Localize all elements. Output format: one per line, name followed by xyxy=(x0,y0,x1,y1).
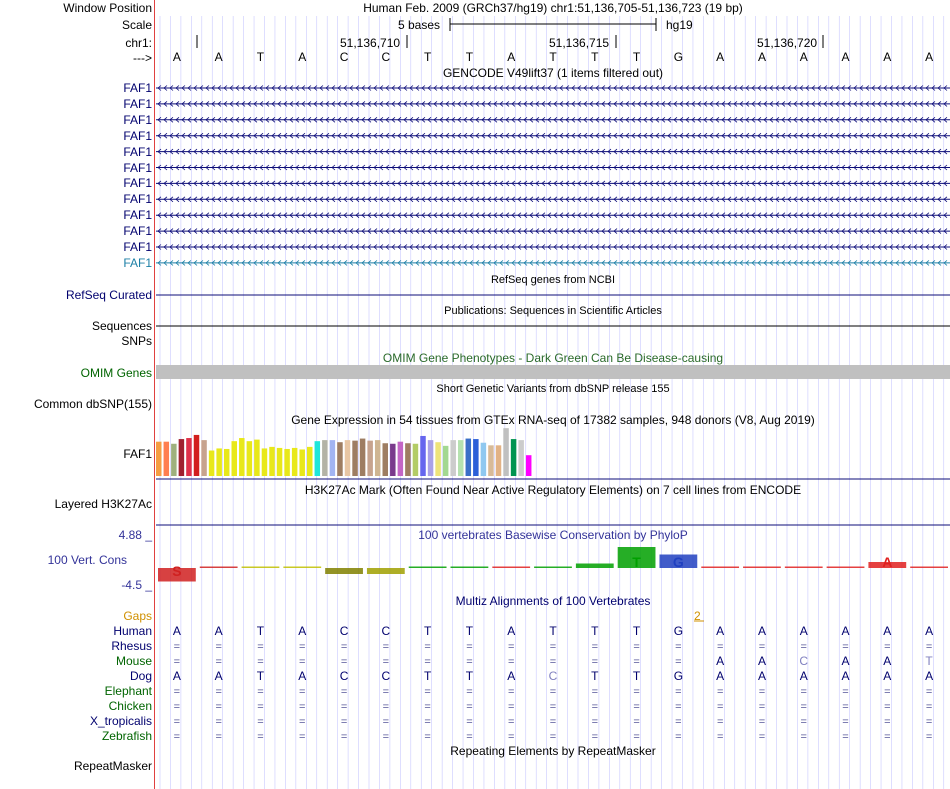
base-letter: A xyxy=(172,50,181,64)
alignment-base: = xyxy=(340,656,348,668)
alignment-base: = xyxy=(884,686,891,698)
omim-label[interactable]: OMIM Genes xyxy=(80,366,152,380)
phylop-bar xyxy=(534,567,572,569)
alignment-base: = xyxy=(382,701,390,713)
phylop-max-label: 4.88 _ xyxy=(118,528,152,542)
gtex-bar xyxy=(322,440,328,476)
gene-row-label[interactable]: FAF1 xyxy=(123,240,152,254)
base-letter: T xyxy=(423,50,432,64)
species-label-elephant: Elephant xyxy=(104,684,152,698)
gtex-bar xyxy=(262,448,268,476)
gtex-bar xyxy=(375,440,381,476)
alignment-base: = xyxy=(340,701,348,713)
gtex-bar xyxy=(360,439,366,476)
gtex-bar xyxy=(420,436,426,476)
alignment-base: A xyxy=(883,669,892,683)
alignment-base: = xyxy=(842,701,849,713)
alignment-base: = xyxy=(800,641,807,653)
chrom-label: chr1: xyxy=(125,36,152,50)
phylop-bar xyxy=(701,567,739,569)
gene-row-label[interactable]: FAF1 xyxy=(123,112,152,127)
alignment-base: = xyxy=(884,716,891,728)
alignment-base: A xyxy=(507,624,516,638)
gtex-bar xyxy=(383,443,389,476)
alignment-base: = xyxy=(716,731,724,743)
alignment-base: = xyxy=(925,641,933,653)
base-letter: A xyxy=(214,50,223,64)
alignment-base: = xyxy=(340,686,348,698)
gtex-bar xyxy=(201,440,207,476)
gtex-bar xyxy=(518,440,524,476)
gtex-bar xyxy=(307,447,313,476)
alignment-base: A xyxy=(716,624,725,638)
alignment-base: A xyxy=(799,624,808,638)
alignment-base: T xyxy=(465,669,474,683)
alignment-base: C xyxy=(339,624,349,638)
alignment-base: = xyxy=(675,701,682,713)
alignment-base: = xyxy=(758,716,766,728)
alignment-base: = xyxy=(591,686,599,698)
alignment-base: = xyxy=(424,701,431,713)
species-label-human: Human xyxy=(113,624,152,638)
phylop-bar xyxy=(910,567,948,569)
alignment-base: = xyxy=(382,686,390,698)
alignment-base: T xyxy=(423,624,432,638)
base-letter: T xyxy=(591,50,599,64)
gtex-bar xyxy=(194,435,200,476)
alignment-base: = xyxy=(591,656,599,668)
alignment-base: = xyxy=(758,641,766,653)
alignment-base: A xyxy=(883,654,892,668)
strand-label: ---> xyxy=(133,51,152,65)
gtex-bar xyxy=(466,439,472,476)
track-labels-panel xyxy=(0,0,152,789)
base-letter: C xyxy=(339,50,349,64)
alignment-base: = xyxy=(758,731,766,743)
gene-row-label[interactable]: FAF1 xyxy=(123,208,152,223)
multiz-title: Multiz Alignments of 100 Vertebrates xyxy=(455,594,651,608)
gtex-bar xyxy=(254,440,260,476)
phylop-bar xyxy=(576,564,614,569)
gene-row-label[interactable]: FAF1 xyxy=(123,224,152,239)
alignment-base: T xyxy=(632,669,641,683)
alignment-base: = xyxy=(591,641,599,653)
alignment-base: = xyxy=(382,716,390,728)
gtex-bar xyxy=(481,443,487,476)
alignment-base: = xyxy=(424,716,431,728)
species-label-chicken: Chicken xyxy=(108,699,152,713)
alignment-base: = xyxy=(507,686,515,698)
alignment-base: = xyxy=(591,716,599,728)
alignment-base: = xyxy=(633,731,640,743)
alignment-base: = xyxy=(549,716,557,728)
alignment-base: A xyxy=(172,669,181,683)
alignment-base: = xyxy=(507,731,515,743)
alignment-base: T xyxy=(549,624,557,638)
alignment-base: = xyxy=(675,656,682,668)
gtex-bar xyxy=(179,439,185,476)
alignment-base: = xyxy=(675,686,682,698)
base-letter: T xyxy=(256,50,265,64)
alignment-base: C xyxy=(548,669,558,683)
alignment-base: = xyxy=(549,701,557,713)
gap-count: 2 xyxy=(694,609,701,623)
alignment-base: = xyxy=(382,656,390,668)
phylop-bar xyxy=(242,567,280,569)
phylop-bar xyxy=(492,567,530,569)
alignment-base: = xyxy=(800,731,807,743)
alignment-base: C xyxy=(339,669,349,683)
species-label-rhesus: Rhesus xyxy=(111,639,152,653)
gtex-bar xyxy=(239,438,245,476)
gtex-bar xyxy=(488,445,494,476)
gtex-bar xyxy=(503,428,509,476)
coord-1: 51,136,710 xyxy=(340,36,401,50)
phylop-bar xyxy=(827,567,865,569)
alignment-base: = xyxy=(299,641,306,653)
alignment-base: = xyxy=(299,686,306,698)
alignment-base: A xyxy=(925,669,934,683)
base-letter: A xyxy=(298,50,307,64)
alignment-base: = xyxy=(507,716,515,728)
alignment-base: = xyxy=(466,701,473,713)
phylop-bar xyxy=(325,568,363,574)
alignment-base: = xyxy=(675,641,682,653)
alignment-base: C xyxy=(381,669,391,683)
alignment-base: = xyxy=(466,731,473,743)
phylop-bar xyxy=(283,567,321,569)
alignment-base: = xyxy=(633,656,640,668)
phylop-bar xyxy=(409,567,447,569)
coord-2: 51,136,715 xyxy=(549,36,610,50)
alignment-base: T xyxy=(423,669,432,683)
alignment-base: = xyxy=(716,641,724,653)
alignment-base: = xyxy=(842,731,849,743)
coord-3: 51,136,720 xyxy=(757,36,818,50)
alignment-base: T xyxy=(465,624,474,638)
alignment-base: = xyxy=(466,641,473,653)
species-label-mouse: Mouse xyxy=(115,654,152,668)
alignment-base: A xyxy=(757,624,766,638)
gtex-bar xyxy=(330,440,336,476)
alignment-base: T xyxy=(925,654,933,668)
phylop-bar xyxy=(743,567,781,569)
phylop-min-label: -4.5 _ xyxy=(121,578,152,592)
alignment-base: = xyxy=(925,716,933,728)
alignment-base: = xyxy=(299,701,306,713)
alignment-base: = xyxy=(424,731,431,743)
gtex-bar xyxy=(284,449,290,476)
cons-label[interactable]: 100 Vert. Cons xyxy=(47,553,127,567)
base-letter: G xyxy=(673,50,684,64)
alignment-base: = xyxy=(925,686,933,698)
alignment-base: A xyxy=(799,669,808,683)
gtex-bar xyxy=(352,441,358,476)
gtex-bar xyxy=(405,443,411,476)
alignment-base: = xyxy=(257,716,264,728)
gtex-bar xyxy=(390,444,396,476)
alignment-base: = xyxy=(633,686,640,698)
alignment-base: = xyxy=(800,701,807,713)
gtex-bar xyxy=(398,442,404,476)
alignment-base: T xyxy=(256,669,265,683)
alignment-base: = xyxy=(591,731,599,743)
alignment-base: = xyxy=(675,716,682,728)
alignment-base: A xyxy=(757,654,766,668)
snps-label[interactable]: SNPs xyxy=(121,334,152,348)
alignment-base: = xyxy=(382,731,390,743)
gtex-bar xyxy=(496,445,502,476)
alignment-base: = xyxy=(466,686,473,698)
alignment-base: A xyxy=(883,624,892,638)
alignment-base: = xyxy=(340,731,348,743)
alignment-base: A xyxy=(757,669,766,683)
h3k27ac-label[interactable]: Layered H3K27Ac xyxy=(54,497,152,511)
alignment-base: = xyxy=(173,641,181,653)
alignment-base: = xyxy=(633,716,640,728)
scale-label: Scale xyxy=(121,18,152,32)
alignment-base: A xyxy=(925,624,934,638)
alignment-base: = xyxy=(466,716,473,728)
base-letter: A xyxy=(716,50,725,64)
alignment-base: A xyxy=(841,624,850,638)
gtex-bar xyxy=(232,441,238,476)
species-label-x_tropicalis: X_tropicalis xyxy=(89,714,152,728)
gtex-bar xyxy=(458,440,464,476)
alignment-base: A xyxy=(298,669,307,683)
gtex-bar xyxy=(247,441,253,476)
refseq-title: RefSeq genes from NCBI xyxy=(490,274,616,286)
alignment-base: = xyxy=(299,656,306,668)
alignment-base: = xyxy=(925,731,933,743)
alignment-base: = xyxy=(842,641,849,653)
alignment-base: A xyxy=(214,624,223,638)
base-letter: A xyxy=(883,50,892,64)
alignment-base: A xyxy=(298,624,307,638)
gtex-bar xyxy=(450,440,456,476)
window-position-label: Window Position xyxy=(63,1,152,15)
alignment-base: = xyxy=(466,656,473,668)
alignment-base: = xyxy=(884,731,891,743)
alignment-base: = xyxy=(800,716,807,728)
alignment-base: = xyxy=(884,701,891,713)
alignment-base: = xyxy=(842,716,849,728)
gtex-bar xyxy=(224,449,230,476)
alignment-base: = xyxy=(633,641,640,653)
alignment-base: = xyxy=(424,656,431,668)
alignment-base: = xyxy=(507,641,515,653)
gtex-bar xyxy=(367,441,373,476)
track-image[interactable] xyxy=(156,0,950,789)
gtex-title: Gene Expression in 54 tissues from GTEx RNA-seq of 17382 samples, 948 donors (V8, Aug 2019) xyxy=(291,413,815,427)
gene-row-label[interactable]: FAF1 xyxy=(123,96,152,111)
gtex-bar xyxy=(345,440,351,476)
alignment-base: A xyxy=(716,654,725,668)
gtex-bar xyxy=(428,440,434,476)
gencode-title: GENCODE V49lift37 (1 items filtered out) xyxy=(442,66,664,80)
alignment-base: A xyxy=(841,654,850,668)
gtex-bar xyxy=(269,447,275,476)
alignment-base: = xyxy=(675,731,682,743)
alignment-base: = xyxy=(215,731,222,743)
pubs-title: Publications: Sequences in Scientific Articles xyxy=(444,305,662,317)
phylop-bar xyxy=(785,567,823,569)
alignment-base: = xyxy=(299,731,306,743)
alignment-base: = xyxy=(215,656,222,668)
base-letter: A xyxy=(757,50,766,64)
alignment-base: = xyxy=(591,701,599,713)
rmsk-title: Repeating Elements by RepeatMasker xyxy=(450,744,656,758)
alignment-base: = xyxy=(424,641,431,653)
alignment-base: C xyxy=(799,654,809,668)
omim-title: OMIM Gene Phenotypes - Dark Green Can Be Disease-causing xyxy=(382,351,724,365)
alignment-base: A xyxy=(841,669,850,683)
gene-row-label[interactable]: FAF1 xyxy=(123,144,152,159)
alignment-base: = xyxy=(257,641,264,653)
alignment-base: C xyxy=(381,624,391,638)
gtex-bar xyxy=(156,442,162,476)
alignment-base: T xyxy=(591,669,599,683)
alignment-base: = xyxy=(549,731,557,743)
gene-row-label[interactable]: FAF1 xyxy=(123,176,152,191)
alignment-base: = xyxy=(173,716,181,728)
window-position-text: Human Feb. 2009 (GRCh37/hg19) chr1:51,136,705-51,136,723 (19 bp) xyxy=(363,1,743,15)
gtex-bar xyxy=(216,448,222,476)
alignment-base: = xyxy=(173,731,181,743)
gtex-bar xyxy=(526,455,532,476)
h3k-title: H3K27Ac Mark (Often Found Near Active Regulatory Elements) on 7 cell lines from ENCODE xyxy=(304,483,802,497)
alignment-base: = xyxy=(507,701,515,713)
phylop-glyph: T xyxy=(632,554,641,570)
phylop-glyph: S xyxy=(172,563,182,579)
phylop-glyph: G xyxy=(672,554,684,570)
alignment-base: = xyxy=(716,716,724,728)
alignment-base: = xyxy=(758,701,766,713)
gtex-bar xyxy=(299,449,305,476)
repeatmasker-label[interactable]: RepeatMasker xyxy=(73,759,152,773)
scale-text: 5 bases xyxy=(398,18,441,32)
alignment-base: T xyxy=(632,624,641,638)
alignment-base: = xyxy=(215,716,222,728)
sequences-label[interactable]: Sequences xyxy=(91,319,152,333)
dbsnp-label[interactable]: Common dbSNP(155) xyxy=(33,397,152,411)
alignment-base: = xyxy=(549,641,557,653)
alignment-base: = xyxy=(173,686,181,698)
gtex-bar xyxy=(443,446,449,476)
alignment-base: = xyxy=(716,686,724,698)
alignment-base: = xyxy=(215,641,222,653)
phylop-bar xyxy=(200,567,238,569)
alignment-base: = xyxy=(758,686,766,698)
alignment-base: = xyxy=(215,686,222,698)
gtex-bar xyxy=(337,442,343,476)
alignment-base: T xyxy=(256,624,265,638)
alignment-base: = xyxy=(173,656,181,668)
alignment-base: = xyxy=(299,716,306,728)
gaps-label: Gaps xyxy=(123,609,152,623)
alignment-base: = xyxy=(257,656,264,668)
alignment-base: = xyxy=(340,641,348,653)
alignment-base: = xyxy=(549,656,557,668)
alignment-base: = xyxy=(884,641,891,653)
gtex-bar xyxy=(209,451,215,476)
gene-row-label[interactable]: FAF1 xyxy=(123,255,152,270)
gene-row-label[interactable]: FAF1 xyxy=(123,192,152,207)
gtex-bar xyxy=(413,444,419,476)
species-label-dog: Dog xyxy=(129,669,152,683)
base-letter: A xyxy=(799,50,808,64)
base-letter: C xyxy=(381,50,391,64)
gtex-bar xyxy=(292,448,298,476)
alignment-base: G xyxy=(673,669,684,683)
alignment-base: = xyxy=(842,686,849,698)
gtex-bar xyxy=(277,448,283,476)
alignment-base: G xyxy=(673,624,684,638)
gene-row-label[interactable]: FAF1 xyxy=(123,81,152,95)
alignment-base: = xyxy=(507,656,515,668)
gtex-bar xyxy=(164,442,170,476)
alignment-base: A xyxy=(507,669,516,683)
alignment-base: = xyxy=(424,686,431,698)
alignment-base: A xyxy=(214,669,223,683)
base-letter: T xyxy=(632,50,641,64)
gtex-bar xyxy=(473,439,479,476)
alignment-base: = xyxy=(800,686,807,698)
alignment-base: A xyxy=(716,669,725,683)
dbsnp-title: Short Genetic Variants from dbSNP release 155 xyxy=(436,383,670,395)
gtex-bar xyxy=(435,442,441,476)
base-letter: A xyxy=(841,50,850,64)
phylop-glyph: A xyxy=(882,554,893,570)
panel-divider xyxy=(154,0,155,789)
alignment-base: = xyxy=(173,701,181,713)
alignment-base: = xyxy=(257,686,264,698)
gene-row-label[interactable]: FAF1 xyxy=(123,128,152,143)
assembly-text: hg19 xyxy=(666,18,693,32)
base-letter: A xyxy=(507,50,516,64)
base-letter: A xyxy=(925,50,934,64)
alignment-base: T xyxy=(591,624,599,638)
alignment-base: = xyxy=(257,731,264,743)
gtex-bar xyxy=(511,439,516,476)
species-label-zebrafish: Zebrafish xyxy=(101,729,152,743)
alignment-base: = xyxy=(633,701,640,713)
alignment-base: = xyxy=(716,701,724,713)
phylop-bar xyxy=(451,567,489,569)
phylop-bar xyxy=(367,568,405,574)
alignment-base: A xyxy=(172,624,181,638)
gtex-bar xyxy=(171,444,177,476)
refseq-label[interactable]: RefSeq Curated xyxy=(65,288,152,302)
omim-band xyxy=(156,365,950,379)
alignment-base: = xyxy=(215,701,222,713)
alignment-base: = xyxy=(925,701,933,713)
alignment-base: = xyxy=(257,701,264,713)
base-letter: T xyxy=(465,50,474,64)
base-letter: T xyxy=(549,50,557,64)
gtex-bar xyxy=(315,441,321,476)
gtex-label[interactable]: FAF1 xyxy=(123,447,152,461)
phylop-title: 100 vertebrates Basewise Conservation by PhyloP xyxy=(418,528,688,542)
gene-row-label[interactable]: FAF1 xyxy=(123,160,152,175)
gtex-bar xyxy=(186,438,192,476)
alignment-base: = xyxy=(382,641,390,653)
alignment-base: = xyxy=(549,686,557,698)
alignment-base: = xyxy=(340,716,348,728)
